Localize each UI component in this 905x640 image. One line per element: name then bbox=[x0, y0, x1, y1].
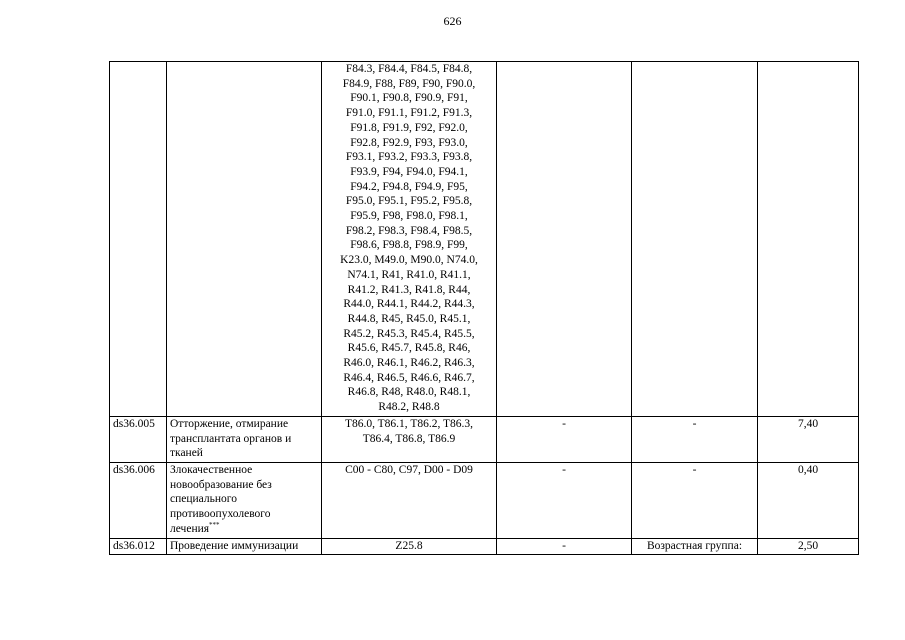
code-cell: ds36.005 bbox=[110, 416, 167, 462]
col5-cell bbox=[632, 62, 758, 417]
footnote-marker: *** bbox=[209, 520, 220, 529]
mkb-codes-cell bbox=[322, 416, 497, 462]
mkb-line: F84.3, F84.4, F84.5, F84.8, bbox=[345, 63, 473, 75]
mkb-line: F95.9, F98, F98.0, F98.1, bbox=[350, 210, 468, 223]
code-cell bbox=[110, 62, 167, 417]
mkb-line: F91.0, F91.1, F91.2, F91.3, bbox=[345, 107, 473, 120]
code-cell: ds36.006 bbox=[110, 462, 167, 538]
mkb-line: F98.2, F98.3, F98.4, F98.5, bbox=[345, 224, 473, 237]
mkb-line: F92.8, F92.9, F93, F93.0, bbox=[350, 136, 468, 149]
mkb-line: R41.2, R41.3, R41.8, R44, bbox=[347, 283, 471, 296]
mkb-line: F90.1, F90.8, F90.9, F91, bbox=[350, 92, 468, 105]
coefficient-cell: 0,40 bbox=[758, 462, 859, 538]
col4-cell: - bbox=[497, 538, 632, 555]
col5-cell: - bbox=[632, 462, 758, 538]
name-cell: Отторжение, отмирание трансплантата органов и тканей bbox=[167, 416, 322, 462]
mkb-line: T86.0, T86.1, T86.2, T86.3, bbox=[344, 417, 474, 430]
coefficient-cell: 7,40 bbox=[758, 416, 859, 462]
name-cell bbox=[167, 462, 322, 538]
mkb-line: F95.0, F95.1, F95.2, F95.8, bbox=[345, 195, 473, 208]
col5-cell: - bbox=[632, 416, 758, 462]
name-cell bbox=[167, 62, 322, 417]
mkb-codes-cell bbox=[322, 462, 497, 538]
mkb-line: R44.0, R44.1, R44.2, R44.3, bbox=[343, 298, 475, 311]
mkb-line: R48.2, R48.8 bbox=[378, 401, 440, 414]
col4-cell bbox=[497, 62, 632, 417]
col4-cell: - bbox=[497, 416, 632, 462]
mkb-line: R46.8, R48, R48.0, R48.1, bbox=[347, 386, 471, 399]
mkb-line: F84.9, F88, F89, F90, F90.0, bbox=[342, 77, 476, 90]
col4-cell: - bbox=[497, 462, 632, 538]
mkb-codes-cell bbox=[322, 538, 497, 555]
name-cell: Проведение иммунизации bbox=[167, 538, 322, 555]
mkb-line: C00 - C80, C97, D00 - D09 bbox=[345, 463, 473, 476]
table-row bbox=[110, 416, 859, 462]
code-cell: ds36.012 bbox=[110, 538, 167, 555]
coefficient-cell: 2,50 bbox=[758, 538, 859, 555]
table-row-continuation bbox=[110, 62, 859, 417]
page-number: 626 bbox=[443, 14, 462, 28]
mkb-line: F98.6, F98.8, F98.9, F99, bbox=[350, 239, 468, 252]
mkb-line: F94.2, F94.8, F94.9, F95, bbox=[350, 180, 468, 193]
mkb-line: F93.9, F94, F94.0, F94.1, bbox=[350, 165, 468, 178]
mkb-line: F93.1, F93.2, F93.3, F93.8, bbox=[345, 151, 473, 164]
col5-cell: Возрастная группа: bbox=[632, 538, 758, 555]
name-text: Злокачественное новообразование без специального противоопухолевого лечения bbox=[170, 463, 272, 535]
mkb-line: R45.2, R45.3, R45.4, R45.5, bbox=[343, 327, 475, 340]
mkb-line: R46.0, R46.1, R46.2, R46.3, bbox=[343, 357, 475, 370]
mkb-line: K23.0, M49.0, M90.0, N74.0, bbox=[340, 254, 478, 267]
table-row bbox=[110, 538, 859, 555]
mkb-line: Z25.8 bbox=[395, 539, 423, 552]
coefficient-cell bbox=[758, 62, 859, 417]
tariff-table bbox=[109, 61, 859, 555]
mkb-line: T86.4, T86.8, T86.9 bbox=[362, 432, 456, 445]
mkb-line: R45.6, R45.7, R45.8, R46, bbox=[347, 342, 471, 355]
table-row bbox=[110, 462, 859, 538]
mkb-line: F91.8, F91.9, F92, F92.0, bbox=[350, 121, 468, 134]
mkb-line: R46.4, R46.5, R46.6, R46.7, bbox=[343, 371, 475, 384]
mkb-line: N74.1, R41, R41.0, R41.1, bbox=[347, 268, 471, 281]
mkb-line: R44.8, R45, R45.0, R45.1, bbox=[347, 312, 471, 325]
mkb-codes-cell bbox=[322, 62, 497, 417]
